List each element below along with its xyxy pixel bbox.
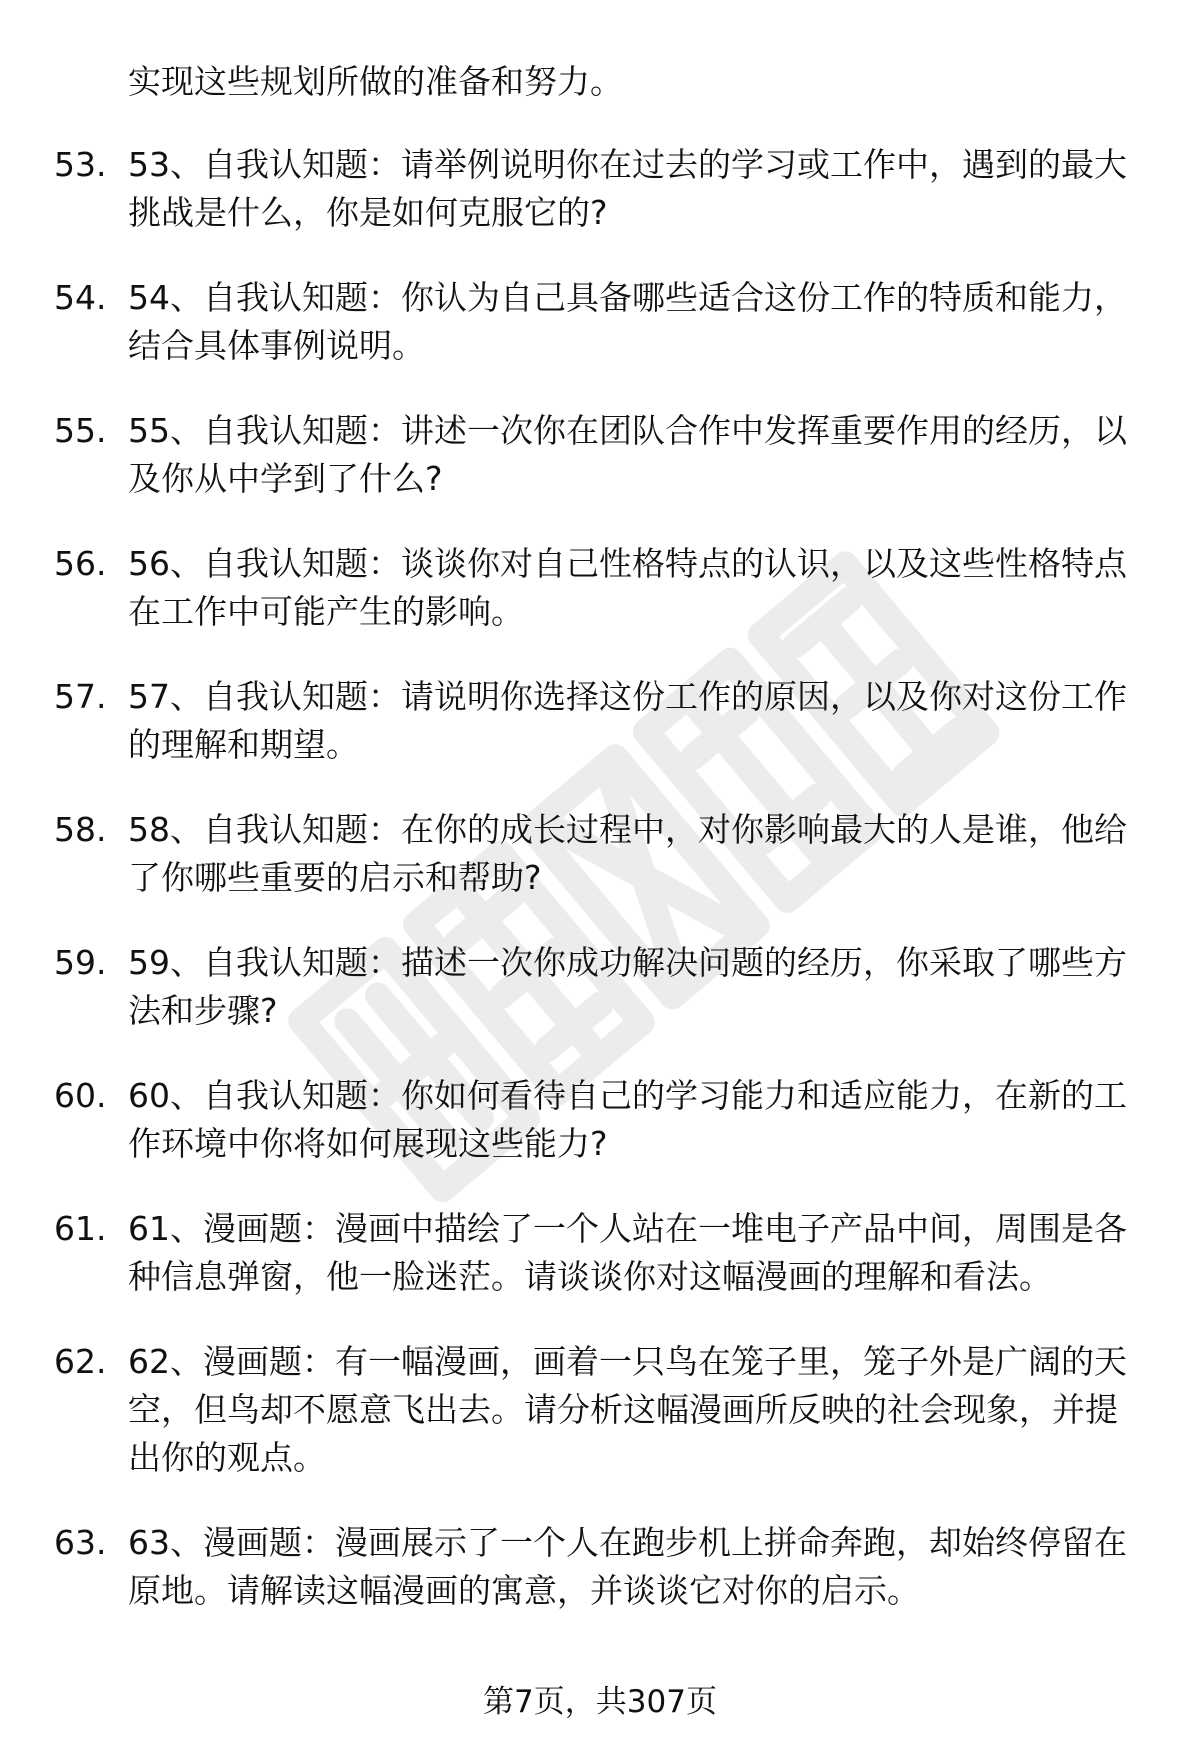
question-text: 58、自我认知题：在你的成长过程中，对你影响最大的人是谁，他给了你哪些重要的启示和帮助?: [128, 810, 1127, 897]
question-text: 55、自我认知题：讲述一次你在团队合作中发挥重要作用的经历，以及你从中学到了什么?: [128, 411, 1127, 498]
question-list: [0, 141, 1200, 1652]
question-text: 62、漫画题：有一幅漫画，画着一只鸟在笼子里，笼子外是广阔的天空，但鸟却不愿意飞出去。请分析这幅漫画所反映的社会现象，并提出你的观点。: [128, 1342, 1127, 1477]
question-number: 54.: [54, 278, 107, 317]
list-item: [0, 274, 1200, 370]
question-text: 57、自我认知题：请说明你选择这份工作的原因，以及你对这份工作的理解和期望。: [128, 677, 1127, 764]
list-item: [0, 141, 1200, 237]
question-text: 56、自我认知题：谈谈你对自己性格特点的认识，以及这些性格特点在工作中可能产生的影响。: [128, 544, 1127, 631]
question-text: 53、自我认知题：请举例说明你在过去的学习或工作中，遇到的最大挑战是什么，你是如何克服它的?: [128, 145, 1127, 232]
question-number: 56.: [54, 544, 107, 583]
question-text: 63、漫画题：漫画展示了一个人在跑步机上拼命奔跑，却始终停留在原地。请解读这幅漫画的寓意，并谈谈它对你的启示。: [128, 1523, 1127, 1610]
list-item: [0, 1519, 1200, 1615]
list-item: [0, 1205, 1200, 1301]
list-item: [0, 1338, 1200, 1482]
question-number: 60.: [54, 1076, 107, 1115]
continuation-text: 实现这些规划所做的准备和努力。: [128, 62, 623, 101]
question-number: 55.: [54, 411, 107, 450]
question-text: 59、自我认知题：描述一次你成功解决问题的经历，你采取了哪些方法和步骤?: [128, 943, 1127, 1030]
question-number: 59.: [54, 943, 107, 982]
question-text: 61、漫画题：漫画中描绘了一个人站在一堆电子产品中间，周围是各种信息弹窗，他一脸迷茫。请谈谈你对这幅漫画的理解和看法。: [128, 1209, 1127, 1296]
page-indicator: 第7页，共307页: [483, 1684, 717, 1720]
question-number: 63.: [54, 1523, 107, 1562]
list-item: [0, 540, 1200, 636]
list-item: [0, 407, 1200, 503]
question-text: 60、自我认知题：你如何看待自己的学习能力和适应能力，在新的工作环境中你将如何展现这些能力?: [128, 1076, 1127, 1163]
question-number: 57.: [54, 677, 107, 716]
question-number: 62.: [54, 1342, 107, 1381]
question-number: 53.: [54, 145, 107, 184]
list-item: [0, 673, 1200, 769]
list-item: [0, 806, 1200, 902]
question-number: 61.: [54, 1209, 107, 1248]
question-number: 58.: [54, 810, 107, 849]
list-item: [0, 1072, 1200, 1168]
list-item: [0, 939, 1200, 1035]
question-text: 54、自我认知题：你认为自己具备哪些适合这份工作的特质和能力，结合具体事例说明。: [128, 278, 1127, 365]
